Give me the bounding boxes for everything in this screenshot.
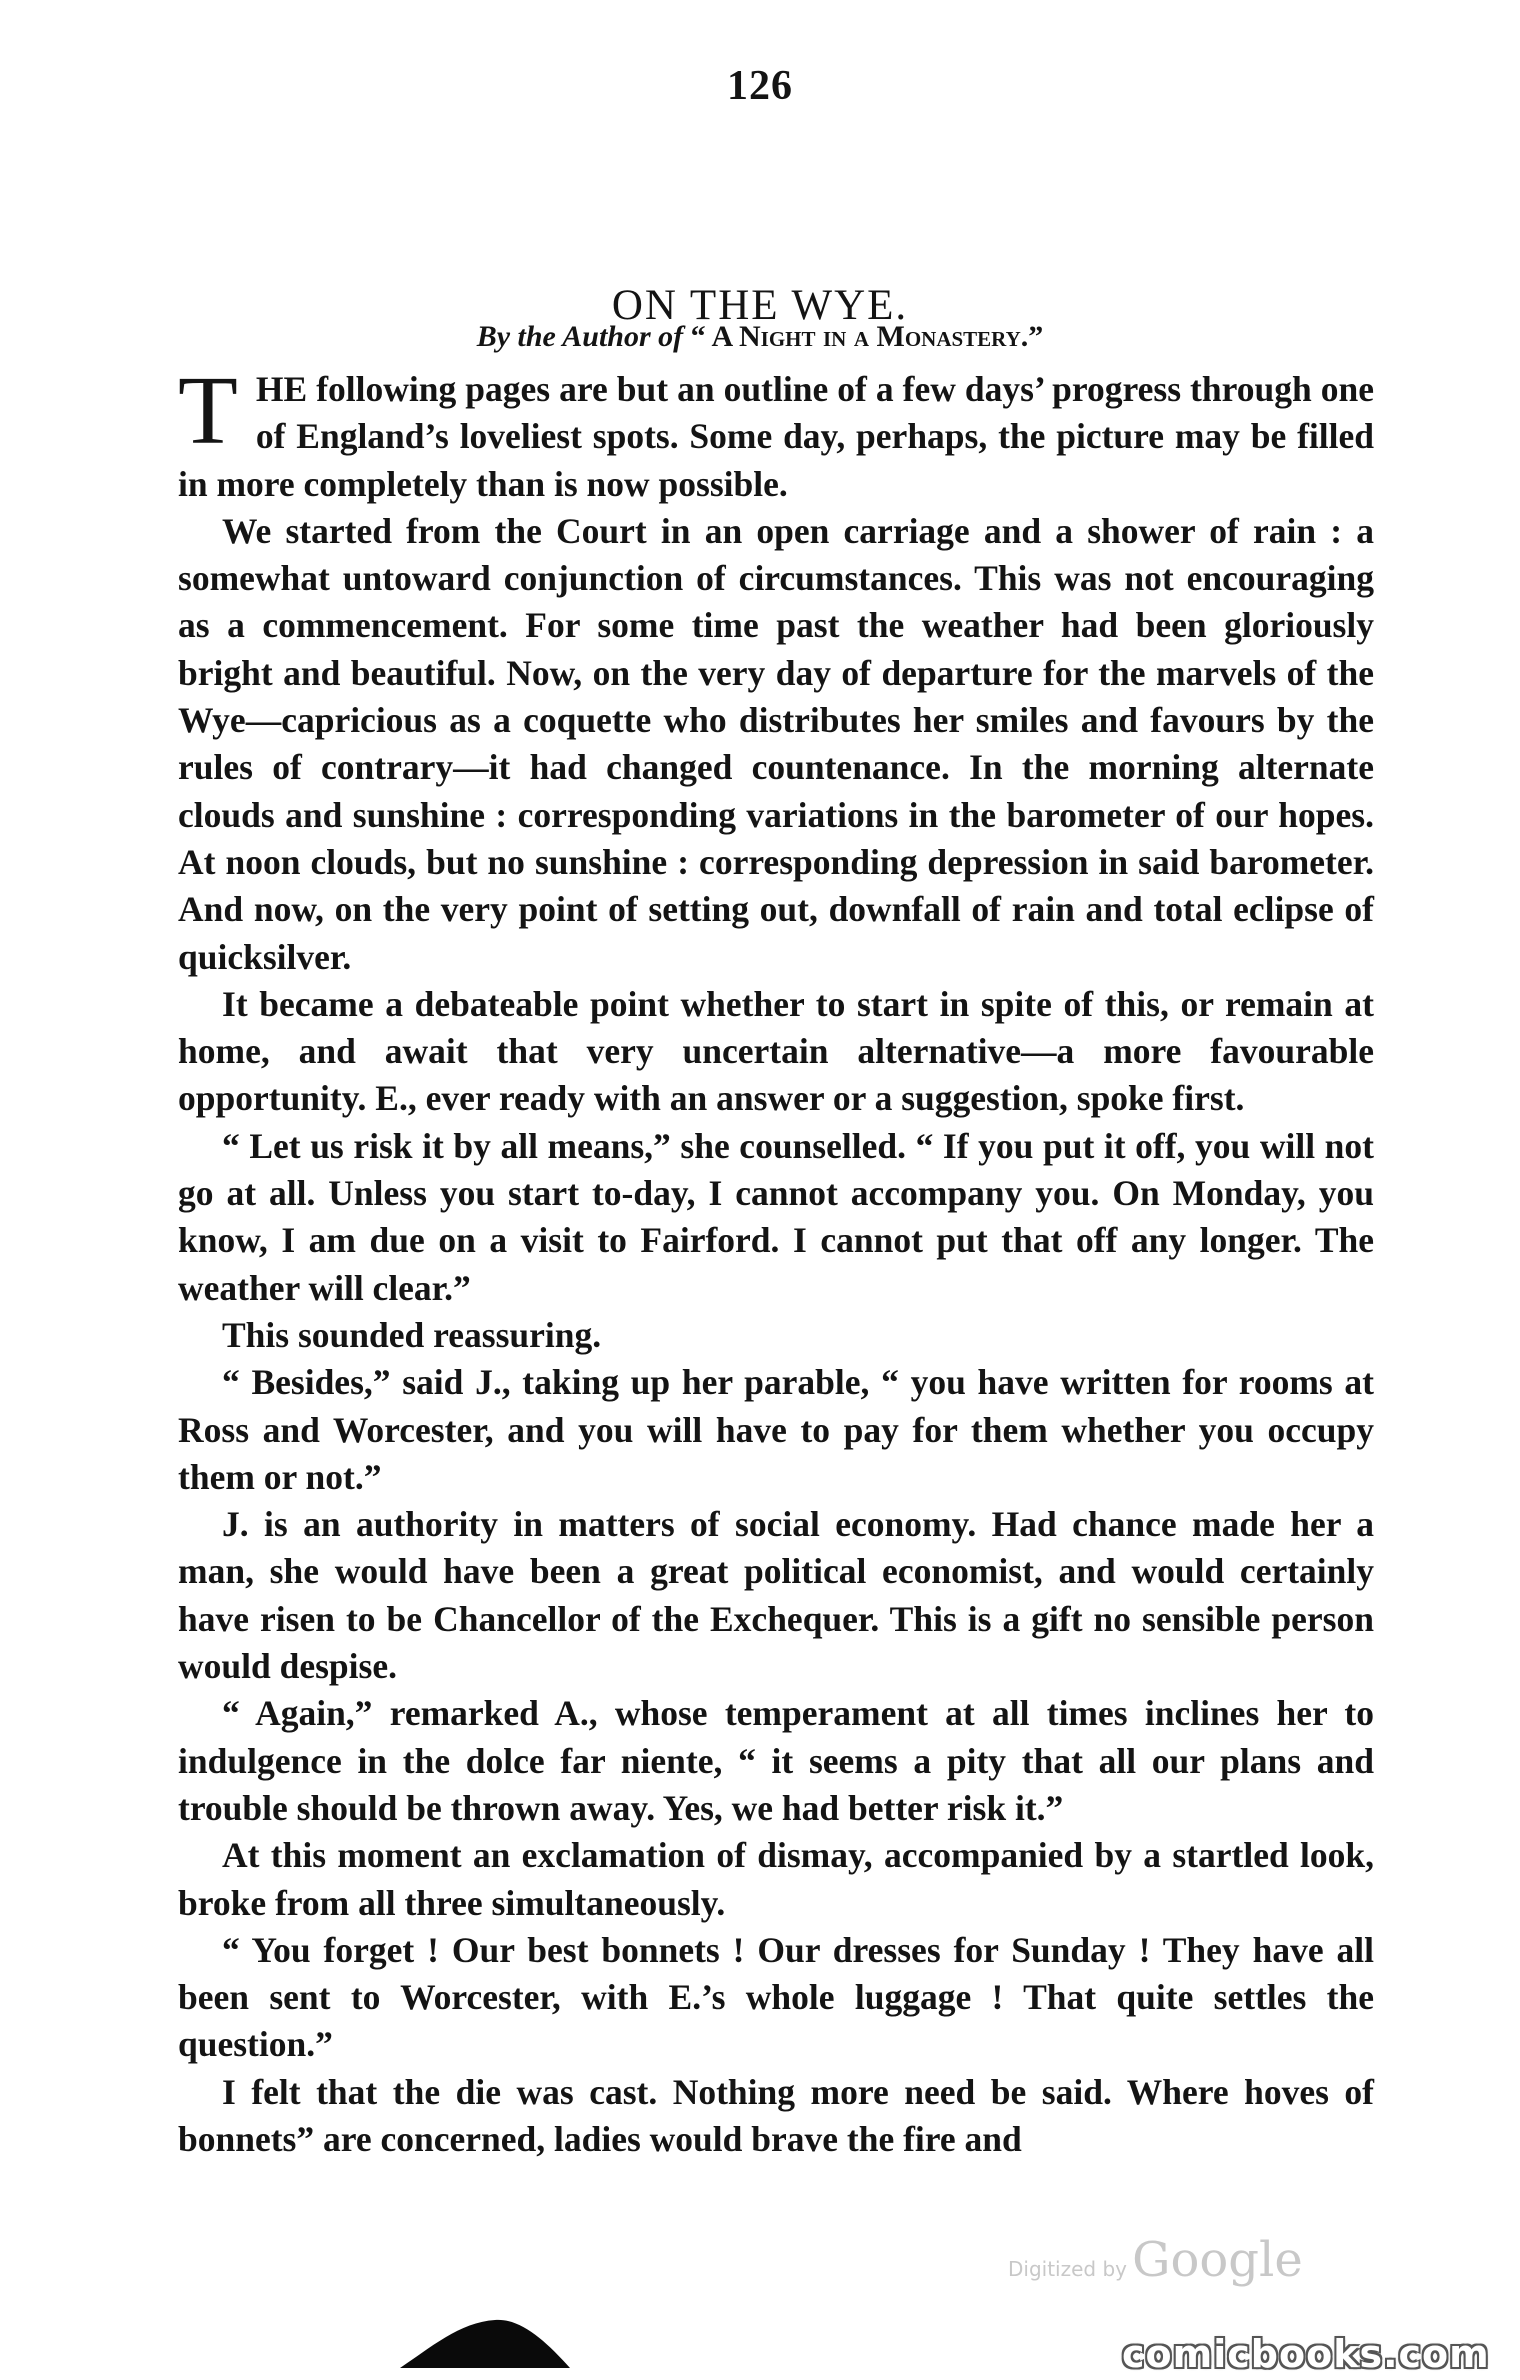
google-watermark: [1008, 2232, 1303, 2288]
drop-cap: T: [178, 357, 238, 465]
byline-prefix: By the Author of: [476, 320, 684, 353]
paragraph-8: “ Again,” remarked A., whose temperament at all times inclines her to indulgence in the dolce far niente, “ it seems a pity that all our plans and trouble should be thrown away. Yes, we had better risk it.”: [178, 1693, 1374, 1828]
ink-blot-mark: [400, 2318, 570, 2370]
byline-work: “ A Night in a Monastery.”: [690, 320, 1044, 353]
article-body: [178, 357, 1375, 2163]
paragraph-5: This sounded reassuring.: [222, 1314, 602, 1355]
paragraph-9: At this moment an exclamation of dismay, accompanied by a startled look, broke from all three simultaneously.: [178, 1835, 1374, 1923]
byline: [0, 320, 1520, 354]
digitized-by-text: Digitized by: [1008, 2257, 1127, 2281]
paragraph-2: We started from the Court in an open carriage and a shower of rain : a somewhat untoward conjunction of circumstances. This was not encouraging as a commencement. For some time past the weather had been gloriously bright and beautiful. Now, on the very day of departure for the marvels of the Wye—capricious as a coquette who distributes her smiles and favours by the rules of contrary—it had changed countenance. In the morning alternate clouds and sunshine : corresponding variations in the barometer of our hopes. At noon clouds, but no sunshine : corresponding depression in said barometer. And now, on the very point of setting out, downfall of rain and total eclipse of quicksilver.: [178, 510, 1374, 977]
paragraph-6: “ Besides,” said J., taking up her parable, “ you have written for rooms at Ross and Worcester, and you will have to pay for them whether you occupy them or not.”: [178, 1362, 1374, 1497]
site-watermark: comicbooks.com: [1122, 2332, 1490, 2376]
paragraph-7: J. is an authority in matters of social economy. Had chance made her a man, she would have been a great political economist, and would certainly have risen to be Chancellor of the Exchequer. This is a gift no sensible person would despise.: [178, 1504, 1374, 1687]
page-number: 126: [727, 63, 793, 109]
paragraph-1-text: following pages are but an outline of a few days’ progress through one of England’s loveliest spots. Some day, perhaps, the picture may be filled in more completely than is now possible.: [178, 369, 1375, 504]
google-logo-text: Google: [1132, 2232, 1303, 2288]
paragraph-11: I felt that the die was cast. Nothing more need be said. Where hoves of bonnets” are concerned, ladies would brave the fire and: [178, 2071, 1374, 2159]
paragraph-3: It became a debateable point whether to start in spite of this, or remain at home, and await that very uncertain alternative—a more favourable opportunity. E., ever ready with an answer or a suggestion, spoke first.: [178, 983, 1374, 1119]
drop-cap-rest: HE: [255, 369, 308, 409]
article-title: ON THE WYE.: [611, 281, 909, 329]
paragraph-1: [178, 357, 1375, 508]
paragraph-4: “ Let us risk it by all means,” she counselled. “ If you put it off, you will not go at all. Unless you start to-day, I cannot accompany you. On Monday, you know, I am due on a visit to Fairford. I cannot put that off any longer. The weather will clear.”: [178, 1125, 1374, 1308]
paragraph-10: “ You forget ! Our best bonnets ! Our dresses for Sunday ! They have all been sent to Worcester, with E.’s whole luggage ! That quite settles the question.”: [178, 1929, 1374, 2065]
